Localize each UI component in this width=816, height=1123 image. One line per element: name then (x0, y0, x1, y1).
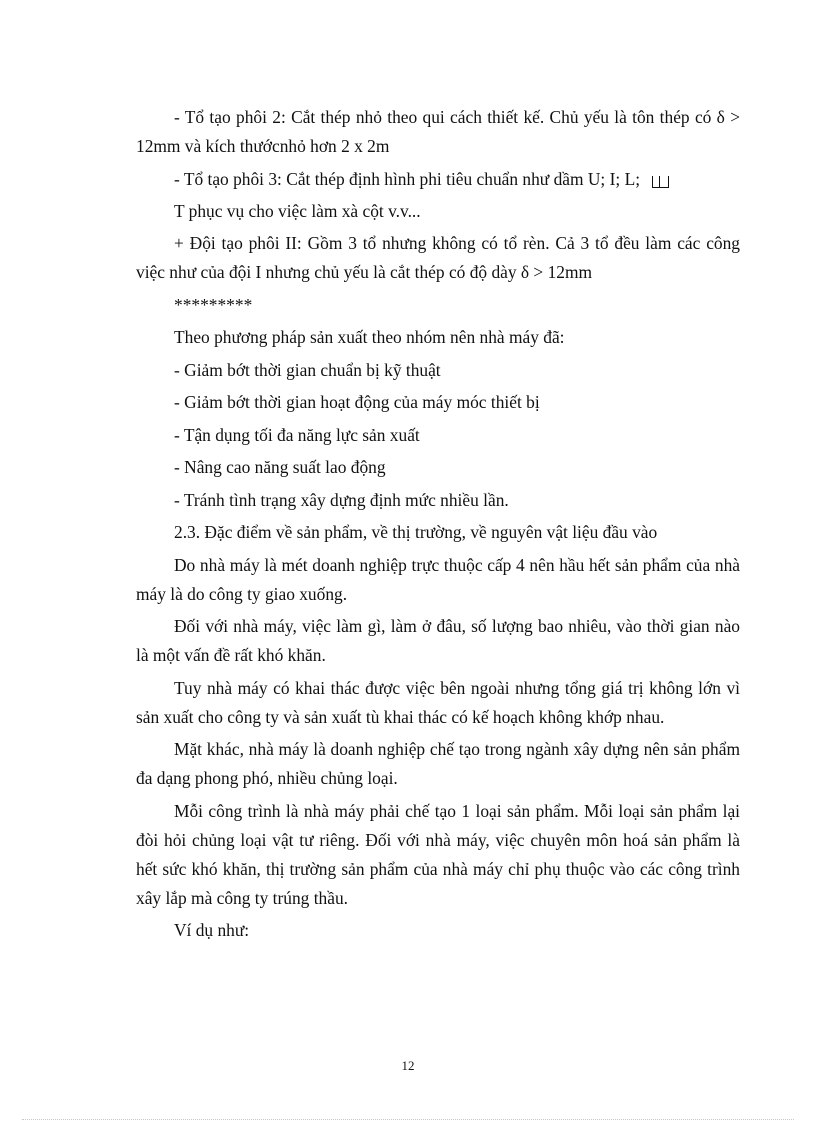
paragraph-cutting-team-3-text: - Tổ tạo phôi 3: Cắt thép định hình phi tiêu chuẩn như dầm U; I; L; (174, 168, 641, 189)
list-item-maximize-capacity: - Tận dụng tối đa năng lực sản xuất (174, 424, 420, 445)
list-item-avoid-repetition: - Tránh tình trạng xây dựng định mức nhiều lần. (174, 489, 509, 510)
t-beam-profile-icon (652, 176, 669, 188)
paragraph-cutting-team-3 (136, 165, 740, 194)
paragraph-group-production: Theo phương pháp sản xuất theo nhóm nên nhà máy đã: (174, 327, 565, 347)
list-item-reduce-operation-time: - Giảm bớt thời gian hoạt động của máy móc thiết bị (174, 392, 540, 412)
list-item-reduce-preparation: - Giảm bớt thời gian chuẩn bị kỹ thuật (174, 359, 441, 380)
paragraph-external-work: Tuy nhà máy có khai thác được việc bên ngoài nhưng tổng giá trị không lớn vì sản xuất cho công ty và sản xuất tù khai thác có kế hoạch không khớp nhau. (136, 677, 740, 727)
paragraph-t-profile: T phục vụ cho việc làm xà cột v.v... (174, 200, 421, 221)
document-body (136, 103, 740, 949)
paragraph-cutting-team-2: - Tổ tạo phôi 2: Cắt thép nhỏ theo qui cách thiết kế. Chủ yếu là tôn thép có δ > 12mm và kích thướcnhỏ hơn 2 x 2m (136, 107, 740, 156)
separator-asterisks: ********* (174, 294, 253, 315)
section-heading-2-3: 2.3. Đặc điểm về sản phẩm, về thị trường, về nguyên vật liệu đầu vào (174, 522, 658, 542)
paragraph-subsidiary: Do nhà máy là mét doanh nghiệp trực thuộc cấp 4 nên hầu hết sản phẩm của nhà máy là do công ty giao xuống. (136, 554, 740, 604)
paragraph-diverse-products: Mặt khác, nhà máy là doanh nghiệp chế tạo trong ngành xây dựng nên sản phẩm đa dạng phong phó, nhiều chủng loại. (136, 739, 740, 788)
paragraph-team-ii: + Đội tạo phôi II: Gồm 3 tổ nhưng không có tổ rèn. Cả 3 tổ đều làm các công việc như của đội I nhưng chủ yếu là cắt thép có độ dày δ > 12mm (136, 233, 740, 282)
paragraph-each-project: Mỗi công trình là nhà máy phải chế tạo 1 loại sản phẩm. Mỗi loại sản phẩm lại đòi hỏi chủng loại vật tư riêng. Đối với nhà máy, việc chuyên môn hoá sản phẩm là hết sức khó khăn, thị trường sản phẩm của nhà máy chỉ phụ thuộc vào các công trình xây lắp mà công ty trúng thầu. (136, 800, 740, 908)
page-number: 12 (401, 1058, 415, 1073)
page-bottom-divider (22, 1119, 794, 1120)
list-item-increase-productivity: - Nâng cao năng suất lao động (174, 457, 386, 477)
paragraph-example: Ví dụ như: (174, 920, 250, 940)
paragraph-difficulty: Đối với nhà máy, việc làm gì, làm ở đâu, số lượng bao nhiêu, vào thời gian nào là một vấn đề rất khó khăn. (136, 616, 740, 665)
